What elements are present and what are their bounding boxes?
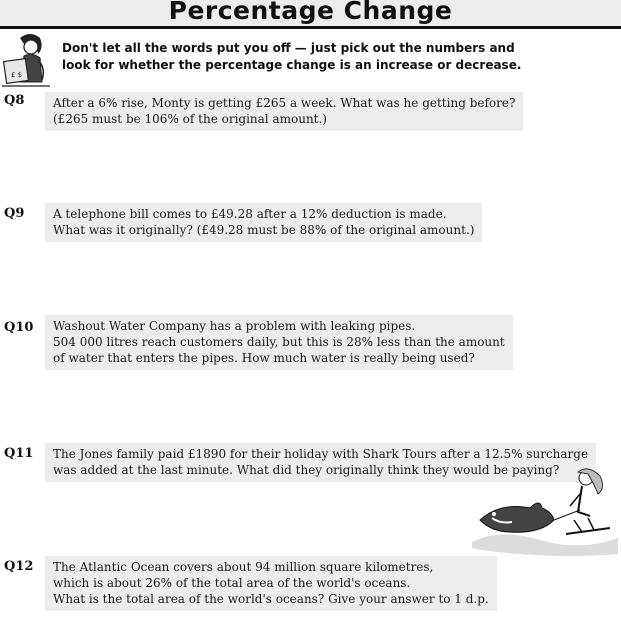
page-title: Percentage Change <box>168 0 453 25</box>
shark-waterski-illustration <box>470 462 620 558</box>
question-text: Washout Water Company has a problem with leaking pipes. <box>53 319 416 333</box>
question-label: Q11 <box>4 446 34 461</box>
question-label: Q10 <box>4 320 34 335</box>
question-box <box>45 203 482 242</box>
question-label: Q9 <box>4 206 25 221</box>
reading-student-icon <box>2 30 52 90</box>
question-text: After a 6% rise, Monty is getting £265 a week. What was he getting before? <box>53 96 516 110</box>
instructions <box>62 40 582 74</box>
question-label: Q12 <box>4 559 34 574</box>
question-text: of water that enters the pipes. How much water is really being used? <box>53 351 475 365</box>
question-text: (£265 must be 106% of the original amount.) <box>53 112 327 126</box>
instruction-line: Don't let all the words put you off — just pick out the numbers and <box>62 41 515 55</box>
question-text: The Jones family paid £1890 for their holiday with Shark Tours after a 12.5% surcharge <box>53 447 589 461</box>
question-text: What was it originally? (£49.28 must be 88% of the original amount.) <box>53 223 475 237</box>
question-text: The Atlantic Ocean covers about 94 million square kilometres, <box>53 560 434 574</box>
question-text: A telephone bill comes to £49.28 after a 12% deduction is made. <box>53 207 447 221</box>
instruction-line: look for whether the percentage change is an increase or decrease. <box>62 58 522 72</box>
question-label: Q8 <box>4 93 25 108</box>
question-box <box>45 556 497 611</box>
question-box <box>45 315 513 370</box>
question-text: which is about 26% of the total area of the world's oceans. <box>53 576 411 590</box>
question-text: What is the total area of the world's oceans? Give your answer to 1 d.p. <box>53 592 489 606</box>
question-box <box>45 92 523 131</box>
question-text: 504 000 litres reach customers daily, but this is 28% less than the amount <box>53 335 505 349</box>
title-bar <box>0 0 621 29</box>
svg-text:£ $: £ $ <box>11 71 23 79</box>
question-text: was added at the last minute. What did they originally think they would be paying? <box>53 463 560 477</box>
